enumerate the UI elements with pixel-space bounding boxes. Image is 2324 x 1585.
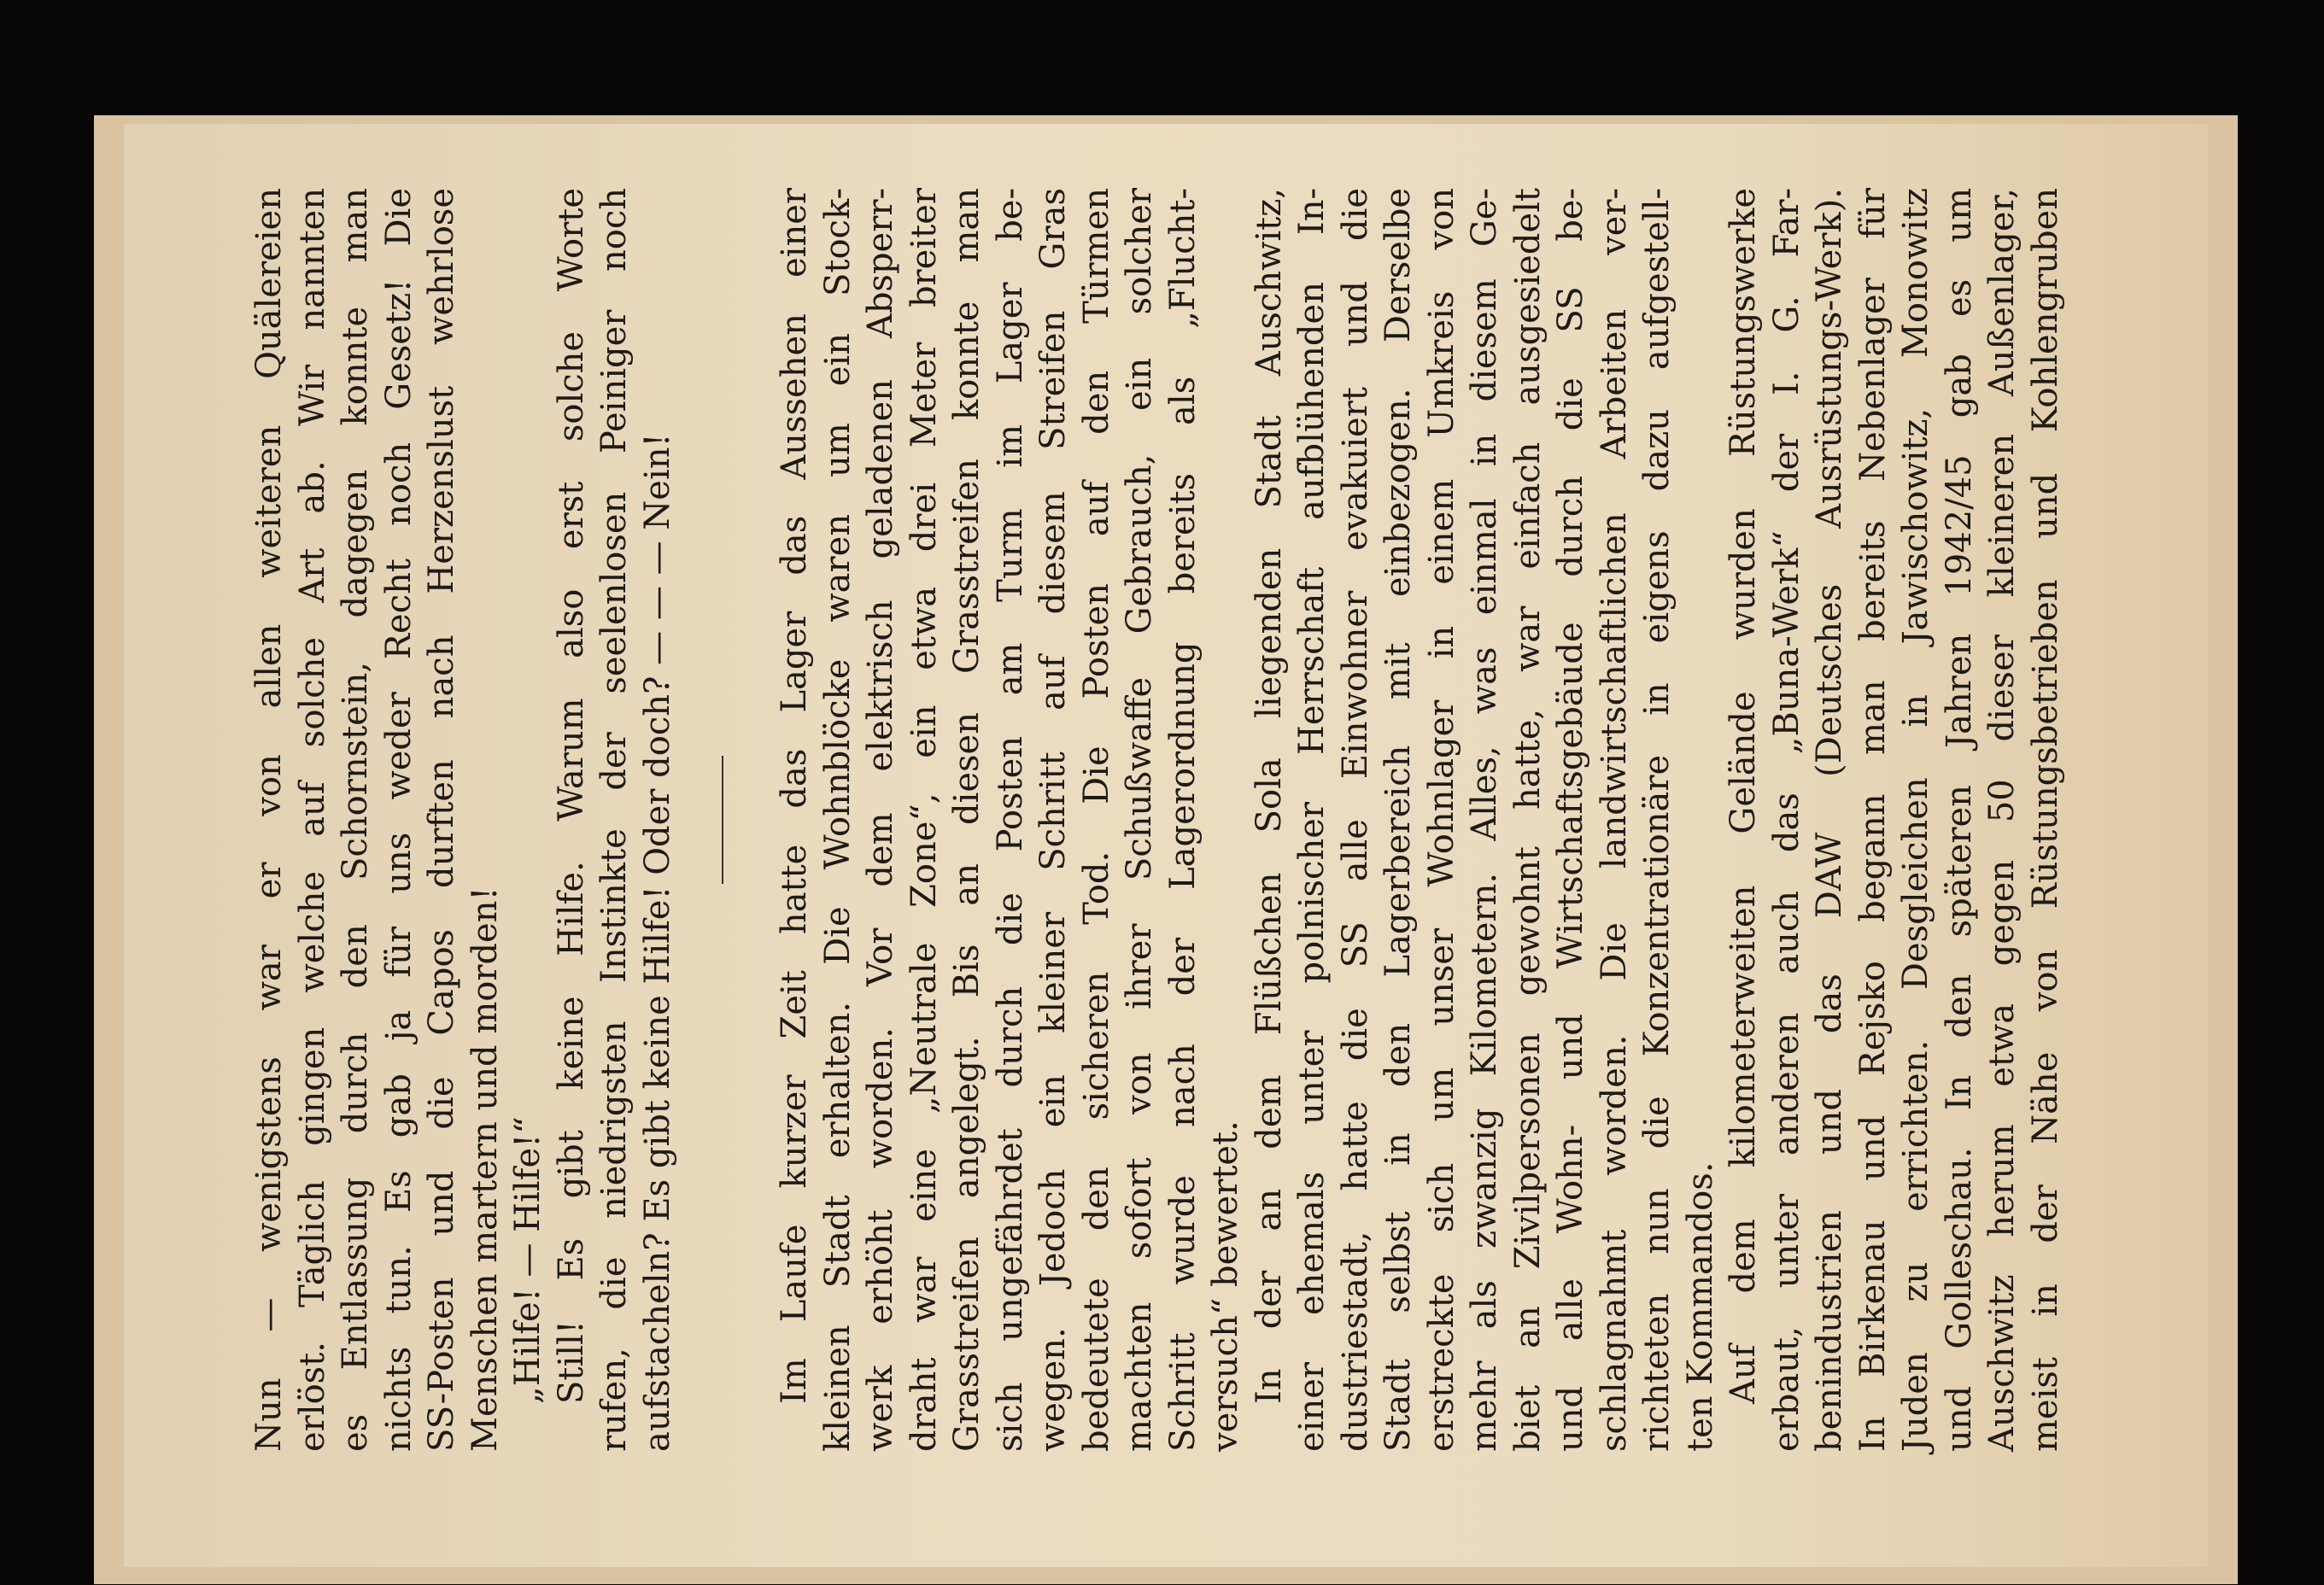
page-text xyxy=(248,188,2065,1452)
text-line: einer ehemals unter polnischer Herrschaft aufblühenden In- xyxy=(1292,188,1332,1452)
section-divider xyxy=(722,756,723,884)
text-line: rufen, die niedrigsten Instinkte der seelenlosen Peiniger noch xyxy=(594,188,634,1452)
text-line: biet an Zivilpersonen gewohnt hatte, war einfach ausgesiedelt xyxy=(1507,188,1548,1452)
text-line: dustriestadt, hatte die SS alle Einwohner evakuiert und die xyxy=(1335,188,1375,1452)
text-line: Nun — wenigstens war er von allen weiteren Quälereien xyxy=(249,188,289,1452)
text-line: meist in der Nähe von Rüstungsbetrieben und Kohlengruben xyxy=(2025,188,2065,1452)
text-line: und Golleschau. In den späteren Jahren 1942/45 gab es um xyxy=(1939,188,1979,1452)
text-line: erstreckte sich um unser Wohnlager in einem Umkreis von xyxy=(1421,188,1461,1452)
text-line: richteten nun die Konzentrationäre in eigens dazu aufgestell- xyxy=(1637,188,1677,1452)
paragraph-6 xyxy=(1722,188,2067,1452)
paragraph-1 xyxy=(248,188,506,1452)
text-line: sich ungefährdet durch die Posten am Turm im Lager be- xyxy=(990,188,1030,1452)
text-line: benindustrien und das DAW (Deutsches Ausrüstungs-Werk). xyxy=(1810,188,1849,1452)
text-line: ten Kommandos. xyxy=(1680,1161,1720,1452)
text-line: versuch“ bewertet. xyxy=(1206,1120,1245,1452)
text-line: wegen. Jedoch ein kleiner Schritt auf diesem Streifen Gras xyxy=(1033,188,1073,1452)
text-line: In Birkenau und Rejsko begann man bereits Nebenlager für xyxy=(1853,188,1893,1452)
text-line: mehr als zwanzig Kilometern. Alles, was einmal in diesem Ge- xyxy=(1465,188,1504,1452)
text-line: Still! Es gibt keine Hilfe. Warum also erst solche Worte xyxy=(551,188,591,1404)
text-line: draht war eine „Neutrale Zone“, ein etwa drei Meter breiter xyxy=(904,188,944,1452)
text-line: es Entlassung durch den Schornstein, dagegen konnte man xyxy=(336,188,375,1452)
text-line: Schritt wurde nach der Lagerordnung bereits als „Flucht- xyxy=(1162,188,1203,1452)
text-line: Stadt selbst in den Lagerbereich mit einbezogen. Derselbe xyxy=(1379,188,1418,1452)
text-line: In der an dem Flüßchen Sola liegenden Stadt Auschwitz, xyxy=(1249,188,1289,1404)
text-line: Menschen martern und morden! xyxy=(465,886,505,1452)
text-line: schlagnahmt worden. Die landwirtschaftlichen Arbeiten ver- xyxy=(1594,188,1634,1452)
text-line: machten sofort von ihrer Schußwaffe Gebrauch, ein solcher xyxy=(1120,188,1159,1452)
text-line: bedeutete den sicheren Tod. Die Posten auf den Türmen xyxy=(1076,188,1116,1452)
text-line: „Hilfe! — Hilfe!“ xyxy=(508,1116,547,1404)
text-line: erbaut, unter anderen auch das „Buna-Werk“ der I. G. Far- xyxy=(1766,188,1806,1452)
text-line: Auschwitz herum etwa gegen 50 dieser kleineren Außenlager, xyxy=(1982,188,2022,1452)
paragraph-4 xyxy=(773,188,1248,1452)
text-line: aufstacheln? Es gibt keine Hilfe! Oder doch? — — — Nein! xyxy=(637,433,677,1452)
paragraph-2 xyxy=(506,188,550,1452)
text-line: erlöst. Täglich gingen welche auf solche Art ab. Wir nannten xyxy=(292,188,332,1452)
text-line: Im Laufe kurzer Zeit hatte das Lager das Aussehen einer xyxy=(775,188,814,1404)
paragraph-3 xyxy=(550,188,680,1452)
paragraph-5 xyxy=(1248,188,1723,1452)
text-line: werk erhöht worden. Vor dem elektrisch geladenen Absperr- xyxy=(861,188,900,1452)
text-line: Grasstreifen angelegt. Bis an diesen Grasstreifen konnte man xyxy=(947,188,986,1452)
text-line: nichts tun. Es gab ja für uns weder Recht noch Gesetz! Die xyxy=(378,188,419,1452)
text-line: und alle Wohn- und Wirtschaftsgebäude durch die SS be- xyxy=(1551,188,1590,1452)
text-line: Auf dem kilometerweiten Gelände wurden Rüstungswerke xyxy=(1724,188,1763,1404)
text-line: kleinen Stadt erhalten. Die Wohnblöcke waren um ein Stock- xyxy=(817,188,858,1452)
text-line: SS-Posten und die Capos durften nach Herzenslust wehrlose xyxy=(422,188,461,1452)
text-line: Juden zu errichten. Desgleichen in Jawischowitz, Monowitz xyxy=(1896,188,1935,1452)
